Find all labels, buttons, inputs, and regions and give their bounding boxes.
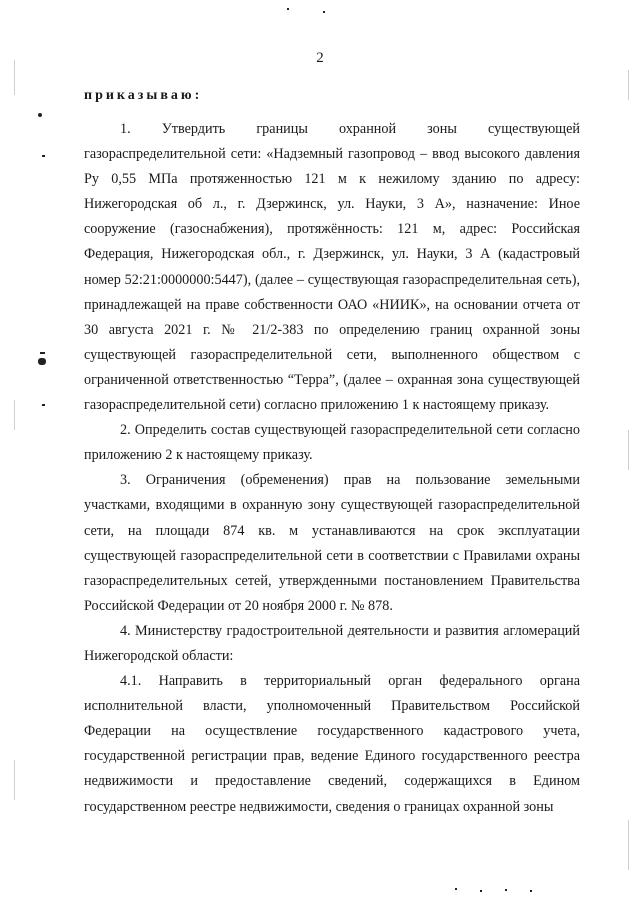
- paragraph-3: 3. Ограничения (обременения) прав на пользование земельными участками, входящими в охранную зону существующей газораспределительной сети, на площади 874 кв. м устанавливаются на срок эксплуатации существующей газораспределительной сети в соответствии с Правилами охраны газораспределительных сетей, утвержденными постановлением Правительства Российской Федерации от 20 ноября 2000 г. № 878.: [84, 472, 580, 614]
- paragraph-2: 2. Определить состав существующей газораспределительной сети согласно приложению 2 к настоящему приказу.: [84, 422, 580, 464]
- scan-speck: [40, 352, 45, 354]
- scan-speck: [42, 404, 45, 406]
- document-body: [84, 117, 580, 820]
- scan-speck: [38, 358, 46, 365]
- scan-speck: [530, 890, 532, 892]
- paragraph-1: 1. Утвердить границы охранной зоны существующей газораспределительной сети: «Надземный газопровод – ввод высокого давления Ру 0,55 МПа протяженностью 121 м к нежилому зданию по адресу: Нижегородская об л., г. Дзержинск, ул. Науки, 3 А», назначение: Иное сооружение (газоснабжения), протяжённость: 121 м, адрес: Российская Федерация, Нижегородская обл., г. Дзержинск, ул. Науки, 3 А (кадастровый номер 52:21:0000000:5447), (далее – существующая газораспределительная сеть), принадлежащей на праве собственности ОАО «НИИК», на основании отчета от 30 августа 2021 г. № 21/2-383 по определению границ охранной зоны существующей газораспределительной сети, выполненного обществом с ограниченной ответственностью “Терра”, (далее – охранная зона существующей газораспределительной сети) согласно приложению 1 к настоящему приказу.: [84, 121, 580, 414]
- paragraph-4: 4. Министерству градостроительной деятельности и развития агломераций Нижегородской области:: [84, 622, 580, 664]
- paragraph-4-1: 4.1. Направить в территориальный орган федерального органа исполнительной власти, уполномоченный Правительством Российской Федерации на осуществление государственного кадастрового учета, государственной регистрации прав, ведение Единого государственного реестра недвижимости и предоставление сведений, содержащихся в Едином государственном реестре недвижимости, сведения о границах охранной зоны: [84, 673, 580, 815]
- page-number: 2: [316, 50, 324, 66]
- scan-speck: [505, 889, 507, 891]
- scan-speck: [287, 8, 289, 10]
- heading-order: приказываю:: [84, 88, 203, 103]
- scan-speck: [480, 890, 482, 892]
- scan-edge-line: [14, 400, 15, 430]
- scan-speck: [42, 155, 45, 157]
- scan-edge-line: [14, 760, 15, 800]
- scan-edge-line: [628, 820, 629, 870]
- scan-edge-line: [628, 430, 629, 470]
- scan-edge-line: [628, 70, 629, 100]
- scan-speck: [455, 888, 457, 890]
- scan-speck: [323, 11, 325, 13]
- scan-speck: [38, 113, 42, 117]
